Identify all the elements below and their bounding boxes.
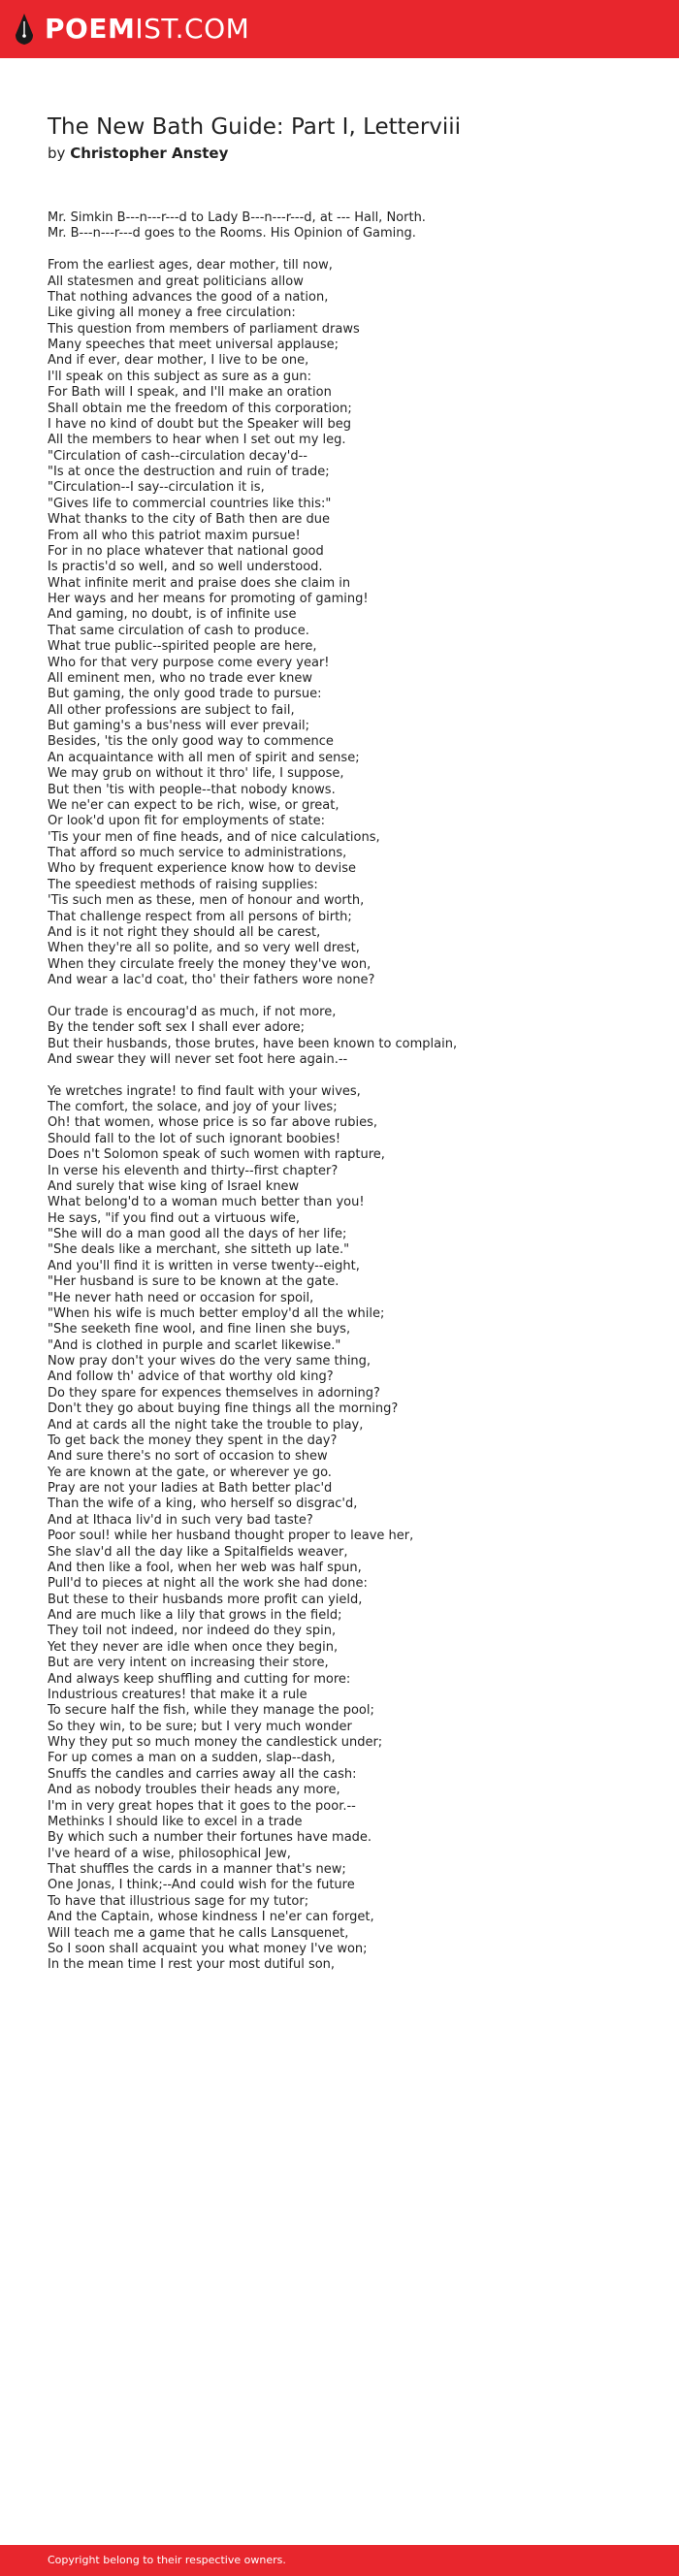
poem-line: Ye wretches ingrate! to find fault with your wives, — [48, 1083, 361, 1099]
poem-line: We ne'er can expect to be rich, wise, or great, — [48, 797, 340, 813]
poem-line: Industrious creatures! that make it a rule — [48, 1687, 307, 1702]
site-header — [0, 0, 679, 58]
poem-line: I'll speak on this subject as sure as a gun: — [48, 369, 311, 384]
poem-line: From all who this patriot maxim pursue! — [48, 528, 301, 543]
poem-line: An acquaintance with all men of spirit and sense; — [48, 750, 360, 765]
poem-line: Who for that very purpose come every year! — [48, 655, 330, 670]
poem-line: "She will do a man good all the days of her life; — [48, 1227, 347, 1241]
poem-line: Mr. Simkin B---n---r---d to Lady B---n---r---d, at --- Hall, North. — [48, 210, 426, 225]
poem-line: I've heard of a wise, philosophical Jew, — [48, 1846, 291, 1861]
poem-line: I have no kind of doubt but the Speaker will beg — [48, 416, 351, 432]
poem-line: In the mean time I rest your most dutiful son, — [48, 1957, 336, 1973]
poem-line: And gaming, no doubt, is of infinite use — [48, 607, 297, 623]
poem-line: Pray are not your ladies at Bath better plac'd — [48, 1481, 333, 1496]
stanza-break — [48, 988, 649, 1004]
poem-line: Poor soul! while her husband thought proper to leave her, — [48, 1529, 414, 1544]
poem-line: 'Tis your men of fine heads, and of nice calculations, — [48, 829, 380, 845]
poem-line: But these to their husbands more profit can yield, — [48, 1592, 363, 1607]
poem-line: "She deals like a merchant, she sitteth up late." — [48, 1242, 350, 1258]
poem-line: "Circulation--I say--circulation it is, — [48, 480, 265, 496]
poem-line: All other professions are subject to fail, — [48, 702, 295, 718]
byline — [48, 144, 228, 163]
poem-line: What belong'd to a woman much better than you! — [48, 1195, 365, 1210]
poem-line: One Jonas, I think;--And could wish for the future — [48, 1878, 355, 1893]
poem-line: Yet they never are idle when once they begin, — [48, 1639, 339, 1655]
poem-line: For Bath will I speak, and I'll make an oration — [48, 385, 332, 401]
poem-line: Her ways and her means for promoting of gaming! — [48, 592, 369, 606]
poem-line: When they're all so polite, and so very well drest, — [48, 941, 360, 956]
poem-line: Ye are known at the gate, or wherever ye go. — [48, 1465, 332, 1480]
poem-line: But their husbands, those brutes, have been known to complain, — [48, 1036, 458, 1051]
poem-line: That afford so much service to administrations, — [48, 846, 347, 860]
poem-line: From the earliest ages, dear mother, till now, — [48, 258, 333, 274]
poem-line: The comfort, the solace, and joy of your lives; — [48, 1100, 338, 1114]
poem-line: "She seeketh fine wool, and fine linen she buys, — [48, 1322, 351, 1337]
by-label: by — [48, 145, 66, 162]
poem-line: That challenge respect from all persons of birth; — [48, 909, 352, 924]
poem-line: "When his wife is much better employ'd all the while; — [48, 1305, 385, 1321]
copyright-notice: Copyright belong to their respective owners. — [48, 2554, 286, 2566]
poem-line: And swear they will never set foot here again.-- — [48, 1051, 348, 1067]
poem-line: So they win, to be sure; but I very much wonder — [48, 1719, 352, 1734]
poem-line: By the tender soft sex I shall ever adore; — [48, 1020, 306, 1036]
poem-line: And follow th' advice of that worthy old king? — [48, 1369, 334, 1385]
poem-line: This question from members of parliament draws — [48, 321, 360, 337]
poem-line: What thanks to the city of Bath then are due — [48, 512, 330, 528]
poem-line: And are much like a lily that grows in the field; — [48, 1608, 342, 1623]
author-link[interactable]: Christopher Anstey — [70, 145, 229, 162]
poem-line: Don't they go about buying fine things all the morning? — [48, 1401, 399, 1417]
stanza-break — [48, 1068, 649, 1083]
poem-line: We may grub on without it thro' life, I suppose, — [48, 766, 344, 782]
poem-line: For in no place whatever that national good — [48, 543, 324, 559]
poem-title: The New Bath Guide: Part I, Letterviii — [48, 114, 462, 140]
poem-line: "Is at once the destruction and ruin of trade; — [48, 465, 330, 479]
poem-line: And surely that wise king of Israel knew — [48, 1178, 300, 1194]
poem-line: What infinite merit and praise does she claim in — [48, 575, 351, 591]
poem-line: But gaming's a bus'ness will ever prevail; — [48, 719, 310, 733]
site-footer — [0, 2545, 679, 2576]
poem-line: "Her husband is sure to be known at the gate. — [48, 1274, 340, 1290]
poem-line: That shuffles the cards in a manner that's new; — [48, 1862, 346, 1877]
poem-line: Now pray don't your wives do the very same thing, — [48, 1354, 372, 1368]
poem-line: To get back the money they spent in the day? — [48, 1433, 338, 1448]
site-logo[interactable] — [14, 10, 249, 48]
poem-line: The speediest methods of raising supplies: — [48, 877, 318, 892]
poem-line: Mr. B---n---r---d goes to the Rooms. His Opinion of Gaming. — [48, 226, 416, 242]
poem-line: So I soon shall acquaint you what money I've won; — [48, 1941, 368, 1956]
poem-line: Like giving all money a free circulation: — [48, 306, 296, 321]
fountain-pen-nib-icon — [14, 12, 35, 47]
poem-line: Shall obtain me the freedom of this corporation; — [48, 401, 352, 416]
poem-line: She slav'd all the day like a Spitalfields weaver, — [48, 1544, 348, 1560]
poem-line: And you'll find it is written in verse twenty--eight, — [48, 1258, 360, 1273]
poem-line: And the Captain, whose kindness I ne'er can forget, — [48, 1910, 374, 1925]
stanza-break — [48, 242, 649, 258]
poem-line: All the members to hear when I set out my leg. — [48, 433, 346, 448]
poem-line: And if ever, dear mother, I live to be one, — [48, 353, 309, 369]
poem-line: And always keep shuffling and cutting for more: — [48, 1671, 351, 1687]
poem-line: To have that illustrious sage for my tutor; — [48, 1893, 309, 1909]
poem-line: Why they put so much money the candlestick under; — [48, 1735, 383, 1750]
poem-line: And at Ithaca liv'd in such very bad taste? — [48, 1512, 313, 1528]
poem-line: But gaming, the only good trade to pursue: — [48, 687, 322, 702]
poem-line: In verse his eleventh and thirty--first chapter? — [48, 1163, 339, 1178]
poem-line: To secure half the fish, while they manage the pool; — [48, 1703, 374, 1719]
poem-line: All statesmen and great politicians allow — [48, 274, 304, 289]
brand-name — [45, 10, 249, 48]
poem-line: And is it not right they should all be carest, — [48, 924, 321, 940]
poem-line: Methinks I should like to excel in a trade — [48, 1814, 303, 1829]
poem-line: "Circulation of cash--circulation decay'd-- — [48, 448, 307, 464]
poem-line: He says, "if you find out a virtuous wife, — [48, 1210, 301, 1226]
poem-line: Many speeches that meet universal applause; — [48, 338, 340, 352]
poem-line: What true public--spirited people are here, — [48, 639, 317, 655]
brand-name-bold: POEM — [45, 13, 136, 45]
poem-line: "He never hath need or occasion for spoil, — [48, 1290, 314, 1305]
poem-line: And as nobody troubles their heads any more, — [48, 1783, 340, 1798]
poem-line: I'm in very great hopes that it goes to the poor.-- — [48, 1798, 356, 1814]
poem-line: That same circulation of cash to produce. — [48, 623, 309, 638]
poem-line: That nothing advances the good of a nation, — [48, 289, 329, 305]
poem-line: And at cards all the night take the trouble to play, — [48, 1417, 364, 1433]
poem-line: Should fall to the lot of such ignorant boobies! — [48, 1131, 341, 1146]
poem-line: All eminent men, who no trade ever knew — [48, 670, 313, 686]
poem-line: Pull'd to pieces at night all the work she had done: — [48, 1576, 368, 1592]
poem-line: Snuffs the candles and carries away all the cash: — [48, 1766, 357, 1782]
poem-line: "Gives life to commercial countries like this:" — [48, 496, 332, 511]
brand-name-light: IST.COM — [135, 13, 250, 45]
poem-line: Do they spare for expences themselves in adorning? — [48, 1385, 380, 1401]
poem-line: For up comes a man on a sudden, slap--dash, — [48, 1751, 336, 1766]
poem-line: But then 'tis with people--that nobody knows. — [48, 782, 336, 797]
poem-line: And then like a fool, when her web was half spun, — [48, 1560, 362, 1575]
poem-line: "And is clothed in purple and scarlet likewise." — [48, 1337, 341, 1353]
poem-line: When they circulate freely the money they've won, — [48, 956, 372, 972]
poem-line: Who by frequent experience know how to devise — [48, 861, 356, 877]
poem-line: Our trade is encourag'd as much, if not more, — [48, 1004, 337, 1019]
poem-line: And sure there's no sort of occasion to shew — [48, 1449, 328, 1465]
poem-line: Is practis'd so well, and so well understood. — [48, 560, 323, 575]
poem-line: Will teach me a game that he calls Lansquenet, — [48, 1925, 349, 1941]
poem-line: Or look'd upon fit for employments of state: — [48, 814, 326, 829]
poem-line: And wear a lac'd coat, tho' their fathers wore none? — [48, 973, 375, 987]
poem-line: Besides, 'tis the only good way to commence — [48, 734, 334, 750]
poem-line: Oh! that women, whose price is so far above rubies, — [48, 1115, 378, 1131]
poem-line: Does n't Solomon speak of such women with rapture, — [48, 1147, 385, 1163]
poem-line: But are very intent on increasing their store, — [48, 1656, 329, 1671]
poem-line: By which such a number their fortunes have made. — [48, 1830, 372, 1846]
poem-body — [48, 210, 649, 1974]
poem-line: Than the wife of a king, who herself so disgrac'd, — [48, 1497, 358, 1512]
poem-line: 'Tis such men as these, men of honour and worth, — [48, 893, 365, 909]
poem-line: They toil not indeed, nor indeed do they spin, — [48, 1624, 337, 1639]
